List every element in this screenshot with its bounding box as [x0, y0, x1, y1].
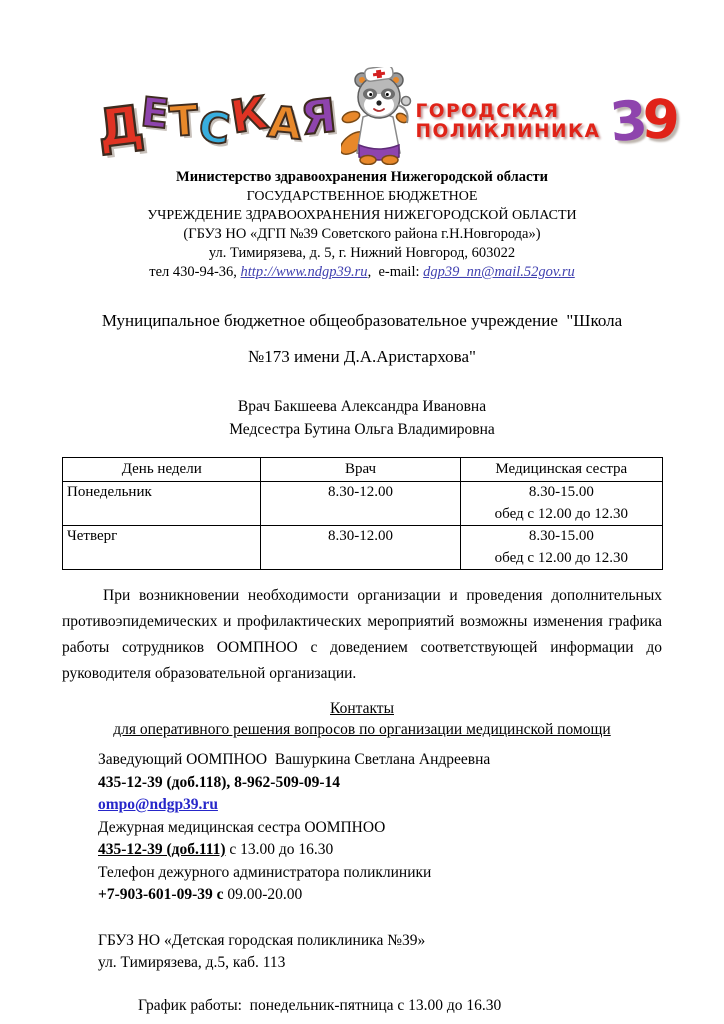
duty-nurse-phone: 435-12-39 (доб.111): [98, 841, 226, 858]
logo-letter: Я: [297, 89, 339, 146]
logo-letter: А: [265, 97, 304, 150]
notice-paragraph: При возникновении необходимости организации и проведения дополнительных противоэпидемических и профилактических мероприятий возможны изменения графика работы сотрудников ООМПНОО с доведением соответствующей информации до руководителя образовательной организации.: [62, 587, 662, 682]
table-row: [63, 482, 663, 526]
nurse-hours: 8.30-15.00: [528, 528, 594, 544]
logo-right-block: [415, 86, 676, 155]
contacts-heading: [62, 698, 662, 740]
dept-email-link[interactable]: ompo@ndgp39.ru: [98, 796, 218, 813]
org-name-line1: ГОСУДАРСТВЕННОЕ БЮДЖЕТНОЕ: [246, 189, 478, 204]
site-link[interactable]: http://www.ndgp39.ru: [240, 264, 368, 280]
email-label: , e-mail:: [367, 264, 424, 280]
logo-subtitle-line1: ГОРОДСКАЯ: [415, 101, 560, 123]
staff-block: [62, 395, 662, 441]
nurse-hours-cell: [460, 526, 662, 570]
raccoon-nurse-icon: [341, 67, 413, 170]
logo-letter: К: [226, 86, 271, 145]
logo-digit-3: 3: [607, 88, 645, 155]
doctor-name: Врач Бакшеева Александра Ивановна: [237, 398, 487, 415]
table-header-row: [63, 458, 663, 482]
doctor-hours-cell: 8.30-12.00: [261, 526, 460, 570]
admin-phone-line: [98, 884, 662, 907]
org-address: ул. Тимирязева, д. 5, г. Нижний Новгород, 603022: [208, 245, 516, 261]
org-letterhead: [62, 168, 662, 282]
col-header-nurse: Медицинская сестра: [460, 458, 662, 482]
work-hours-line: График работы: понедельник-пятница с 13.00 до 16.30: [138, 996, 502, 1014]
clinic-block: [98, 930, 662, 975]
col-header-day: День недели: [63, 458, 261, 482]
nurse-hours-cell: [460, 482, 662, 526]
logo-letter: Т: [168, 96, 201, 147]
org-phone: тел 430-94-36,: [149, 264, 241, 280]
day-cell: Понедельник: [63, 482, 261, 526]
school-title: [62, 303, 662, 375]
nurse-hours: 8.30-15.00: [528, 484, 594, 500]
logo-letter: Д: [93, 94, 147, 161]
head-of-dept-line: Заведующий ООМПНОО Вашуркина Светлана Андреевна: [98, 751, 491, 768]
org-email-link[interactable]: dgp39_nn@mail.52gov.ru: [423, 264, 575, 280]
contacts-heading-line1: Контакты: [330, 700, 394, 717]
head-of-dept-phones: 435-12-39 (доб.118), 8-962-509-09-14: [98, 773, 341, 791]
contacts-heading-line2: для оперативного решения вопросов по организации медицинской помощи: [113, 721, 611, 738]
admin-phone-label: Телефон дежурного администратора поликлиники: [98, 863, 432, 881]
logo-letter: Е: [138, 88, 172, 139]
doctor-hours-cell: 8.30-12.00: [261, 482, 460, 526]
school-title-line2: №173 имени Д.А.Аристархова": [248, 347, 476, 366]
admin-hours: 09.00-20.00: [227, 886, 303, 903]
org-short-name: (ГБУЗ НО «ДГП №39 Советского района г.Н.Новгорода»): [183, 226, 541, 242]
school-title-line1: Муниципальное бюджетное общеобразовательное учреждение "Школа: [101, 311, 623, 330]
duty-nurse-phone-line: [98, 839, 662, 862]
duty-nurse-label: Дежурная медицинская сестра ООМПНОО: [98, 818, 386, 836]
contacts-block: [98, 749, 662, 907]
nurse-name: Медсестра Бутина Ольга Владимировна: [229, 421, 495, 438]
col-header-doctor: Врач: [261, 458, 460, 482]
logo-subtitle: [415, 102, 600, 142]
nurse-lunch: обед с 12.00 до 12.30: [494, 549, 628, 566]
logo-word-detskaya: [93, 86, 339, 161]
clinic-name: ГБУЗ НО «Детская городская поликлиника №39»: [98, 931, 426, 949]
logo-letter: С: [196, 102, 233, 155]
duty-nurse-hours: с 13.00 до 16.30: [225, 841, 334, 858]
org-contacts-line: [62, 263, 662, 282]
org-name-line2: УЧРЕЖДЕНИЕ ЗДРАВООХРАНЕНИЯ НИЖЕГОРОДСКОЙ ОБЛАСТИ: [147, 208, 577, 223]
clinic-address: ул. Тимирязева, д.5, каб. 113: [98, 954, 286, 971]
logo-subtitle-line2: ПОЛИКЛИНИКА: [415, 121, 601, 142]
day-cell: Четверг: [63, 526, 261, 570]
clinic-logo: [93, 70, 676, 166]
logo-number-39: [607, 86, 676, 155]
table-row: [63, 526, 663, 570]
ministry-line: Министерство здравоохранения Нижегородской области: [176, 169, 548, 185]
admin-phone: +7-903-601-09-39 с: [98, 886, 228, 903]
logo-digit-9: 9: [640, 86, 676, 153]
schedule-table: [62, 457, 663, 570]
nurse-lunch: обед с 12.00 до 12.30: [494, 505, 628, 522]
